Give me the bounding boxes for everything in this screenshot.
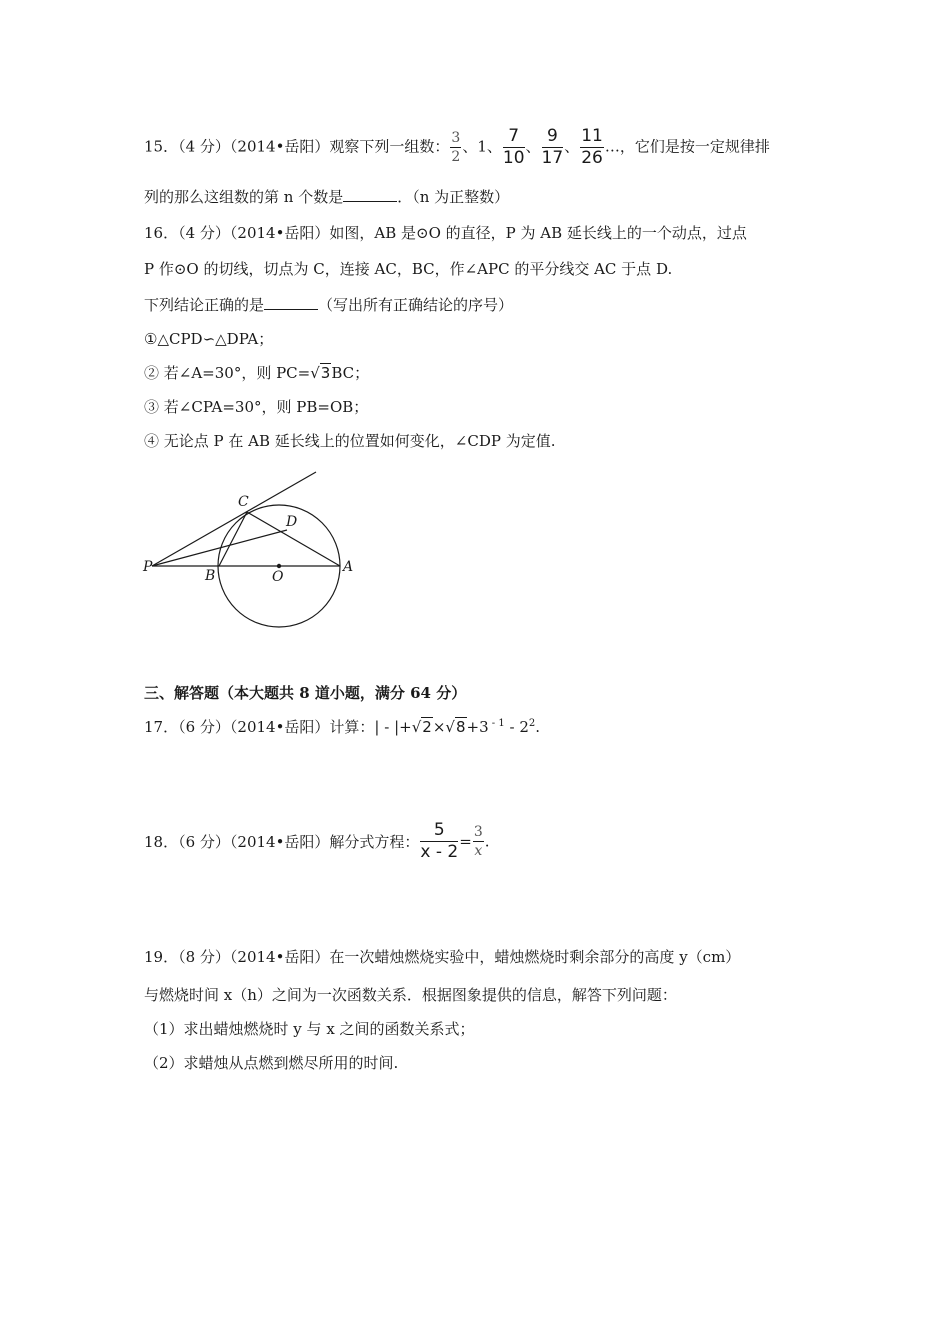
q16-option-1: ①△CPD∽△DPA； (144, 330, 274, 348)
q15-frac-1: $\frac{3}{2}$ (451, 130, 461, 165)
q16-option-4: ④ 无论点 P 在 AB 延长线上的位置如何变化，∠CDP 为定值. (144, 432, 556, 450)
q15-frac-2: $\frac{7}{10}$ (502, 126, 525, 168)
label-d: D (286, 514, 298, 530)
q19-part1: （1）求出蜡烛燃烧时 y 与 x 之间的函数关系式； (144, 1020, 475, 1038)
q18-frac-1: $\frac{5}{x - 2}$ (420, 820, 459, 862)
q19-line1: 19．（8 分）（2014•岳阳）在一次蜡烛燃烧实验中，蜡烛燃烧时剩余部分的高度 y（cm） (144, 948, 741, 966)
label-b: B (205, 568, 216, 584)
q18-line: 18．（6 分）（2014•岳阳）解分式方程： $\frac{5}{x - 2}$ = $\frac{3}{x}$ . (144, 820, 490, 862)
answer-blank (343, 187, 397, 202)
bisector-pd (152, 530, 287, 566)
label-p: P (143, 559, 153, 575)
q19-part2: （2）求蜡烛从点燃到燃尽所用的时间. (144, 1054, 399, 1072)
q18-frac-2: $\frac{3}{x}$ (473, 824, 483, 859)
q17-line: 17．（6 分）（2014•岳阳）计算：| - |+√2×√8+3 $^{- 1} - 2^2$. (144, 718, 541, 736)
circle-tangent-figure (138, 468, 368, 640)
label-c: C (238, 494, 249, 510)
q15-frac-4: $\frac{11}{26}$ (581, 126, 603, 168)
q15-line2: 列的那么这组数的第 n 个数是 ．（n 为正整数） (144, 188, 510, 206)
q16-line3: 下列结论正确的是 （写出所有正确结论的序号） (144, 296, 514, 314)
label-a: A (343, 559, 354, 575)
q15-prefix: 15．（4 分）（2014•岳阳）观察下列一组数： (144, 137, 450, 156)
label-o: O (272, 569, 284, 585)
sqrt-symbol: √3 (310, 364, 331, 382)
sqrt-symbol: √8 (445, 718, 466, 736)
q15-frac-3: $\frac{9}{17}$ (541, 126, 564, 168)
center-point (277, 564, 281, 568)
q16-line1: 16．（4 分）（2014•岳阳）如图，AB 是⊙O 的直径，P 为 AB 延长线上的一个动点，过点 (144, 224, 747, 242)
q16-option-3: ③ 若∠CPA=30°，则 PB=OB； (144, 398, 369, 416)
q15-line1: 15．（4 分）（2014•岳阳）观察下列一组数： $\frac{3}{2}$ 、1、 $\frac{7}{10}$ 、 $\frac{9}{17}$ 、 $\frac{11}{26}$ …，它们是按一定规律排 (144, 126, 770, 168)
sqrt-symbol: √2 (411, 718, 432, 736)
answer-blank (264, 295, 318, 310)
q19-line2: 与燃烧时间 x（h）之间为一次函数关系．根据图象提供的信息，解答下列问题： (144, 986, 677, 1004)
section-heading: 三、解答题（本大题共 8 道小题，满分 64 分） (144, 684, 467, 702)
q16-line2: P 作⊙O 的切线，切点为 C，连接 AC，BC，作∠APC 的平分线交 AC 于点 D. (144, 260, 673, 278)
q16-option-2: ② 若∠A=30°，则 PC=√3BC； (144, 364, 370, 382)
